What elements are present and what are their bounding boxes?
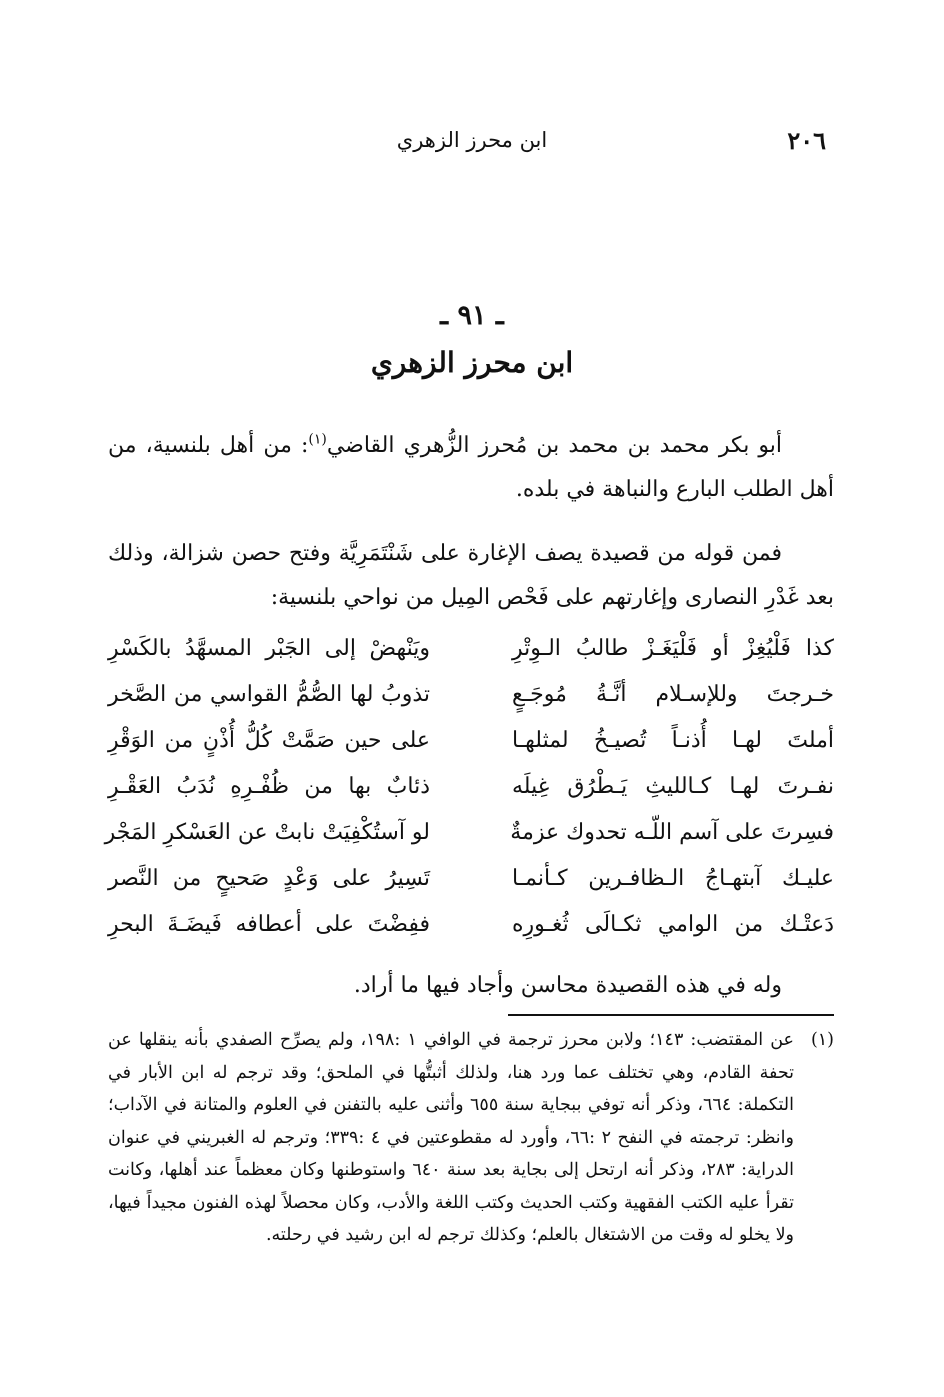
- intro-text-start: أبو بكر محمد بن محمد بن مُحرز الزُّهري القاضي: [326, 433, 783, 458]
- verse-second-hemistich: لو آستُكْفِيَتْ نابتْ عن العَسْكرِ المَجْر: [104, 820, 430, 845]
- verse-line: [108, 630, 834, 676]
- verse-line: [108, 906, 834, 952]
- poem-verses: [104, 630, 834, 960]
- entry-title: ابن محرز الزهري: [370, 346, 574, 379]
- entry-number: ـ ٩١ ـ: [440, 300, 504, 331]
- footnote-text: عن المقتضب: ١٤٣؛ ولابن محرز ترجمة في الوافي ١ :١٩٨، ولم يصرِّح الصفدي بأنه ينقلها عن تحفة القادم، وهي تختلف عما ورد هنا، ولذلك أثبتُّها في الملحق؛ وقد ترجم له ابن الأبار في التكملة: ٦٦٤، وذكر أنه توفي ببجاية سنة ٦٥٥ وأثنى عليه بالتفنن في العلوم والمتانة في الآداب؛ وانظر: ترجمته في النفح ٢ :٦٦، وأورد له مقطوعتين في ٤ :٣٣٩؛ وترجم له الغبريني في عنوان الدراية: ٢٨٣، وذكر أنه ارتحل إلى بجاية بعد سنة ٦٤٠ واستوطنها وكان معظماً عند أهلها، وكانت تقرأ عليه الكتب الفقهية وكتب الحديث وكتب اللغة والأدب، وكان محصلاً لهذه الفنون مجيداً فيها، ولا يخلو له وقت من الاشتغال بالعلم؛ وكذلك ترجم له ابن رشيد في رحلته.: [108, 1030, 794, 1245]
- footnote: [108, 1024, 834, 1252]
- verse-first-hemistich: أملتَ لهـا أُذنـاً تُصيـخُ لمثلهـا: [512, 728, 834, 753]
- intro-paragraph: [108, 424, 834, 512]
- closing-paragraph: وله في هذه القصيدة محاسن وأجاد فيها ما أراد.: [353, 973, 782, 998]
- footnote-divider: [508, 1014, 834, 1016]
- verse-second-hemistich: ويَنْهضْ إلى الجَبْر المسهَّدُ بالكَسْرِ: [108, 636, 430, 661]
- footnote-reference[interactable]: (١): [308, 431, 327, 448]
- verse-line: [108, 860, 834, 906]
- verse-line: [108, 722, 834, 768]
- verse-first-hemistich: خـرجتَ وللإسـلام أنَّـةُ مُوجَـعٍ: [512, 682, 834, 707]
- verse-first-hemistich: دَعتْـك من الوامي ثكـالَى ثُغـورِه: [512, 912, 834, 937]
- context-paragraph: فمن قوله من قصيدة يصف الإغارة على شَنْتَمَرِيَّة وفتح حصن شزالة، وذلك بعد غَدْرِ النصارى وإغارتهم على فَحْص المِيل من نواحي بلنسية:: [108, 541, 834, 610]
- verse-line: [108, 676, 834, 722]
- verse-first-hemistich: كذا فَلْيُغِزْ أو فَلْيَغَـزْ طالبُ الـوِتْرِ: [512, 636, 834, 661]
- verse-line: [108, 768, 834, 814]
- page-number: ٢٠٦: [787, 126, 826, 155]
- footnote-marker: (١): [810, 1030, 834, 1050]
- running-title: ابن محرز الزهري: [396, 128, 548, 152]
- verse-second-hemistich: على حين صَمَّتْ كُلُّ أُذْنٍ من الوَقْرِ: [108, 728, 430, 753]
- verse-second-hemistich: تَسِيرُ على وَعْدٍ صَحيحٍ من النَّصر: [108, 866, 430, 891]
- verse-second-hemistich: ذئابٌ بها من ظُفْـرِهِ نُدَبُ العَقْـرِ: [108, 774, 430, 799]
- verse-second-hemistich: ففِضْتَ على أعطافه فَيضَـةَ البحرِ: [108, 912, 430, 937]
- verse-first-hemistich: عليـك آبتهـاجُ الـظافـرين كـأنمـا: [512, 866, 834, 891]
- verse-second-hemistich: تذوبُ لها الصُّمُّ القواسي من الصَّخر: [108, 682, 430, 707]
- verse-first-hemistich: نفـرتَ لهـا كـالليثِ يَـطْرُق غِيلَه: [512, 774, 834, 799]
- verse-first-hemistich: فسِرتَ على آسم اللّـه تحدوك عزمةٌ: [510, 820, 834, 845]
- verse-line: [104, 814, 834, 860]
- running-header: [118, 126, 826, 166]
- intro-text-end: : من أهل بلنسية، من أهل الطلب البارع والنباهة في بلده.: [108, 433, 834, 502]
